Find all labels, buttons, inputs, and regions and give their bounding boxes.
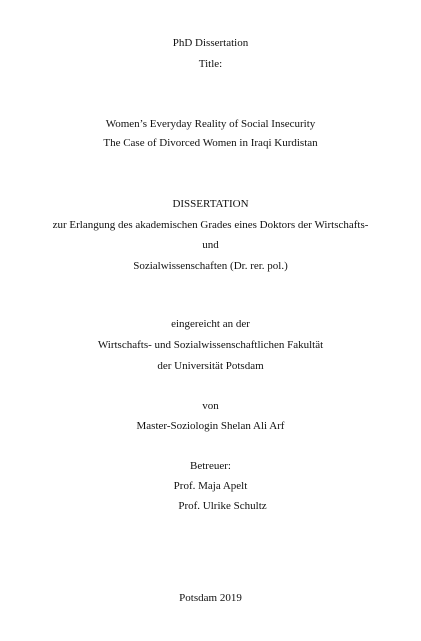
dissertation-heading: DISSERTATION	[172, 198, 249, 210]
supervisors-label: Betreuer:	[190, 460, 231, 472]
title-label: Title:	[198, 58, 223, 70]
submission-line-1: eingereicht an der	[171, 318, 250, 330]
title-line-1: Women’s Everyday Reality of Social Insecurity	[105, 118, 316, 130]
author-name: Master-Soziologin Shelan Ali Arf	[136, 420, 285, 432]
university-name: der Universität Potsdam	[157, 360, 264, 372]
document-type: PhD Dissertation	[172, 37, 249, 49]
place-and-year: Potsdam 2019	[179, 592, 242, 604]
degree-line-3: Sozialwissenschaften (Dr. rer. pol.)	[133, 260, 288, 272]
degree-line-2: und	[202, 239, 219, 251]
by-label: von	[202, 400, 219, 412]
supervisor-2: Prof. Ulrike Schultz	[178, 500, 267, 512]
degree-line-1: zur Erlangung des akademischen Grades eines Doktors der Wirtschafts-	[52, 219, 369, 231]
faculty-name: Wirtschafts- und Sozialwissenschaftlichen Fakultät	[97, 339, 324, 351]
supervisor-1: Prof. Maja Apelt	[173, 480, 248, 492]
title-line-2: The Case of Divorced Women in Iraqi Kurdistan	[103, 137, 318, 149]
